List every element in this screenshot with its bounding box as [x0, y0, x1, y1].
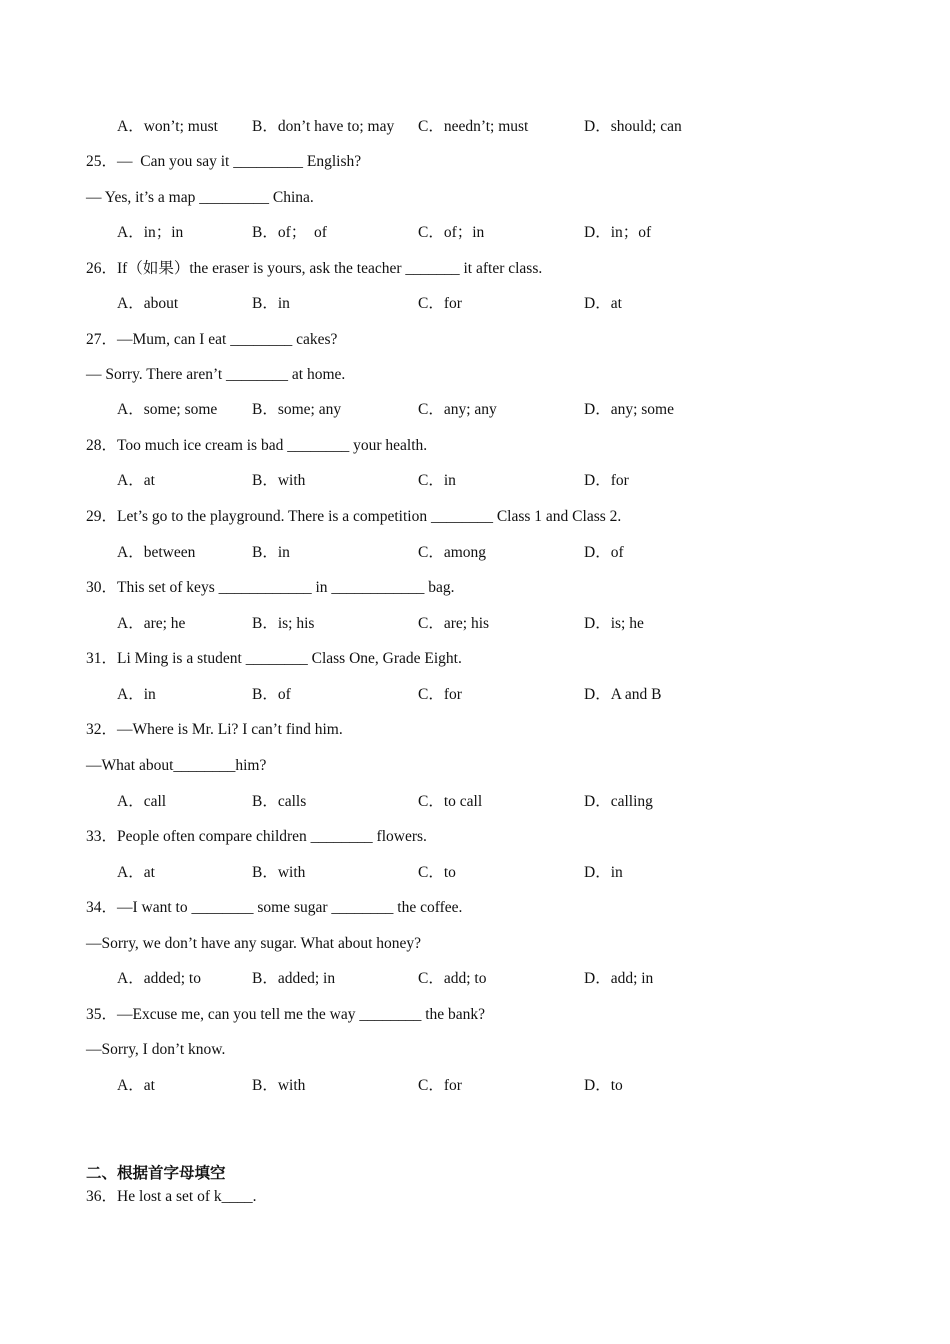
option-d[interactable]: D．add; in — [584, 970, 654, 987]
question-31: 31．Li Ming is a student ________ Class One, Grade Eight. — [86, 650, 462, 667]
option-c[interactable]: C．for — [418, 295, 462, 312]
option-d[interactable]: D．for — [584, 472, 629, 489]
option-a[interactable]: A．in — [117, 686, 156, 703]
option-c[interactable]: C．any; any — [418, 401, 497, 418]
options-row-q26 — [0, 294, 950, 314]
option-a[interactable]: A．at — [117, 472, 155, 489]
question-35-line-2: —Sorry, I don’t know. — [86, 1041, 226, 1058]
question-36: 36．He lost a set of k____. — [86, 1188, 257, 1205]
option-b[interactable]: B．some; any — [252, 401, 342, 418]
options-row-q33 — [0, 863, 950, 883]
options-row-q27 — [0, 400, 950, 420]
question-32-line-1: 32．—Where is Mr. Li? I can’t find him. — [86, 721, 343, 738]
question-32-line-2: —What about________him? — [86, 757, 267, 774]
option-c[interactable]: C．add; to — [418, 970, 487, 987]
option-c[interactable]: C．of；in — [418, 224, 485, 241]
question-27-line-2: — Sorry. There aren’t ________ at home. — [86, 366, 346, 383]
options-row-q30 — [0, 614, 950, 634]
option-d[interactable]: D．is; he — [584, 615, 644, 632]
option-c[interactable]: C．are; his — [418, 615, 490, 632]
option-d[interactable]: D．to — [584, 1077, 623, 1094]
option-a[interactable]: A．won’t; must — [117, 118, 218, 135]
option-c[interactable]: C．to call — [418, 793, 483, 810]
option-b[interactable]: B．don’t have to; may — [252, 118, 395, 135]
option-d[interactable]: D．calling — [584, 793, 653, 810]
option-c[interactable]: C．in — [418, 472, 456, 489]
question-25-line-1: 25．— Can you say it _________ English? — [86, 153, 362, 170]
option-b[interactable]: B．in — [252, 295, 290, 312]
option-b[interactable]: B．in — [252, 544, 290, 561]
question-34-line-1: 34．—I want to ________ some sugar ________ the coffee. — [86, 899, 463, 916]
option-a[interactable]: A．at — [117, 1077, 155, 1094]
option-d[interactable]: D．in — [584, 864, 623, 881]
options-row-q35 — [0, 1076, 950, 1096]
option-d[interactable]: D．A and B — [584, 686, 662, 703]
option-a[interactable]: A．some; some — [117, 401, 218, 418]
option-a[interactable]: A．added; to — [117, 970, 201, 987]
options-row-q34 — [0, 969, 950, 989]
options-row-q31 — [0, 685, 950, 705]
option-c[interactable]: C．for — [418, 686, 462, 703]
option-a[interactable]: A．are; he — [117, 615, 186, 632]
question-26: 26．If（如果）the eraser is yours, ask the teacher _______ it after class. — [86, 260, 543, 277]
options-row-q32 — [0, 792, 950, 812]
option-c[interactable]: C．to — [418, 864, 456, 881]
option-a[interactable]: A．call — [117, 793, 167, 810]
question-28: 28．Too much ice cream is bad ________ your health. — [86, 437, 428, 454]
question-35-line-1: 35．—Excuse me, can you tell me the way ________ the bank? — [86, 1006, 486, 1023]
option-b[interactable]: B．is; his — [252, 615, 315, 632]
option-d[interactable]: D．at — [584, 295, 622, 312]
option-d[interactable]: D．in；of — [584, 224, 652, 241]
question-27-line-1: 27．—Mum, can I eat ________ cakes? — [86, 331, 338, 348]
options-row-q24 — [0, 117, 950, 137]
option-a[interactable]: A．about — [117, 295, 179, 312]
options-row-q29 — [0, 543, 950, 563]
option-a[interactable]: A．in；in — [117, 224, 184, 241]
options-row-q28 — [0, 471, 950, 491]
question-29: 29．Let’s go to the playground. There is a competition ________ Class 1 and Class 2. — [86, 508, 622, 525]
option-b[interactable]: B．of — [252, 686, 291, 703]
question-30: 30．This set of keys ____________ in ____________ bag. — [86, 579, 455, 596]
option-c[interactable]: C．for — [418, 1077, 462, 1094]
option-b[interactable]: B．with — [252, 472, 306, 489]
question-34-line-2: —Sorry, we don’t have any sugar. What about honey? — [86, 935, 422, 952]
option-d[interactable]: D．of — [584, 544, 624, 561]
option-d[interactable]: D．any; some — [584, 401, 674, 418]
option-b[interactable]: B．of； of — [252, 224, 327, 241]
options-row-q25 — [0, 223, 950, 243]
option-d[interactable]: D．should; can — [584, 118, 682, 135]
option-b[interactable]: B．added; in — [252, 970, 336, 987]
option-b[interactable]: B．with — [252, 864, 306, 881]
option-a[interactable]: A．at — [117, 864, 155, 881]
section-2-title: 二、根据首字母填空 — [86, 1164, 226, 1182]
option-b[interactable]: B．calls — [252, 793, 307, 810]
option-b[interactable]: B．with — [252, 1077, 306, 1094]
question-33: 33．People often compare children ________ flowers. — [86, 828, 427, 845]
option-c[interactable]: C．among — [418, 544, 487, 561]
option-c[interactable]: C．needn’t; must — [418, 118, 529, 135]
question-25-line-2: — Yes, it’s a map _________ China. — [86, 189, 314, 206]
option-a[interactable]: A．between — [117, 544, 196, 561]
